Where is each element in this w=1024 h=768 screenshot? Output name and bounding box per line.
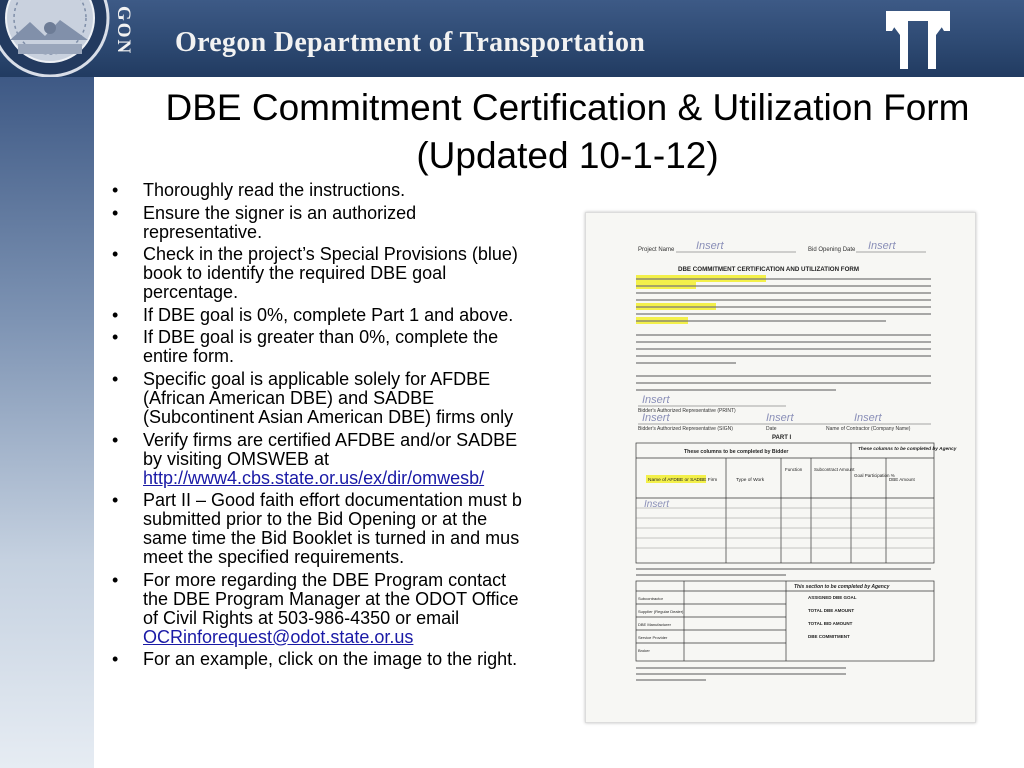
bullet-text-line: representative. [143,221,263,242]
bullet-text-line: book to identify the required DBE goal [143,263,447,284]
bullet-text-line: same time the Bid Booklet is turned in and mus [143,528,520,549]
bullet-item [104,306,588,325]
form-row-subcontractor: Subcontractor [638,596,663,601]
email-link[interactable]: OCRinforequest@odot.state.or.us [143,626,414,647]
bullet-text-line: meet the specified requirements. [143,547,405,568]
form-assigned-goal-label: ASSIGNED DBE GOAL [808,595,857,600]
bullet-item [104,650,588,669]
bullet-text-line: by visiting OMSWEB at [143,448,330,469]
form-col-name: Name of AFDBE or SADBE Firm [648,478,718,483]
slide-title-line2: (Updated 10-1-12) [416,135,719,176]
dbe-form-example-image[interactable] [585,212,976,723]
bullet-marker: • [112,490,119,511]
bullet-text-line: Thoroughly read the instructions. [143,181,406,200]
bullet-item [104,491,588,567]
bullet-text-line: percentage. [143,282,239,303]
oregon-state-seal-icon [0,0,165,77]
bullet-marker: • [112,202,119,223]
form-total-bid-label: TOTAL BID AMOUNT [808,621,853,626]
bullet-text-line: Part II – Good faith effort documentation must b [143,490,522,511]
bullet-text-line: Specific goal is applicable solely for AFDBE [143,368,491,389]
form-insert-date: Insert [868,240,896,252]
instructions-bullet-list [104,181,588,673]
form-insert-project: Insert [696,240,724,252]
form-dbe-commitment-label: DBE COMMITMENT [808,634,850,639]
bullet-item [104,245,588,302]
form-project-name-label: Project Name [638,247,675,253]
bullet-item [104,328,588,366]
agency-name: Oregon Department of Transportation [175,27,646,58]
bullet-marker: • [112,181,119,200]
form-row-supplier: Supplier (Regular Dealer) [638,609,684,614]
seal-text: GON [113,6,134,56]
bullet-item [104,181,588,200]
bullet-item [104,204,588,242]
odot-logo-icon [878,3,958,73]
bullet-text-line: entire form. [143,346,235,367]
bullet-item [104,571,588,647]
form-insert-rep: Insert [642,394,670,406]
form-col-type: Type of Work [736,478,765,483]
form-col-dbe: DBE Amount [889,477,915,482]
form-insert-sign: Insert [642,412,670,424]
form-insert-sign-date: Insert [766,412,794,424]
form-contractor-label: Name of Contractor (Company Name) [826,426,911,432]
bullet-marker: • [112,569,119,590]
form-total-amount-label: TOTAL DBE AMOUNT [808,608,855,613]
form-col-amount: Subcontract Amount [814,467,855,472]
bullet-text-line: For more regarding the DBE Program contact [143,569,507,590]
bullet-marker: • [112,304,119,325]
left-side-band [0,77,94,768]
form-agency-section-label: This section to be completed by Agency [794,584,890,590]
bullet-marker: • [112,368,119,389]
bullet-text-line: If DBE goal is 0%, complete Part 1 and above. [143,304,514,325]
form-insert-row: Insert [644,499,670,510]
slide-title [120,84,1015,180]
slide-title-line1: DBE Commitment Certification & Utilization Form [165,87,970,128]
form-col-goal: Goal Participation % [854,473,895,478]
form-date-label: Date [766,426,777,432]
bullet-text-line: Check in the project’s Special Provisions (blue) [143,244,518,265]
bullet-item [104,431,588,488]
form-col-function: Function [785,467,803,472]
form-bidder-sign-label: Bidder's Authorized Representative (SIGN) [638,426,733,432]
form-bid-opening-label: Bid Opening Date [808,247,856,253]
bullet-text-line: submitted prior to the Bid Opening or at the [143,509,488,530]
header-banner [0,0,1024,77]
form-row-broker: Broker [638,648,650,653]
bullet-text-line: If DBE goal is greater than 0%, complete the [143,327,499,348]
form-part-label: PART I [772,435,792,441]
bullet-text-line: For an example, click on the image to the right. [143,649,518,670]
bullet-text-line: (Subcontinent Asian American DBE) firms only [143,406,514,427]
form-row-manufacturer: DBE Manufacturer [638,622,671,627]
bullet-text-line: Verify firms are certified AFDBE and/or SADBE [143,429,518,450]
form-row-service-provider: Service Provider [638,635,668,640]
omsweb-link[interactable]: http://www4.cbs.state.or.us/ex/dir/omwesb/ [143,467,485,488]
bullet-item [104,370,588,427]
form-bidder-columns-label: These columns to be completed by Bidder [684,449,789,455]
form-bidder-rep-label: Bidder's Authorized Representative (PRINT) [638,408,736,414]
bullet-text-line: (African American DBE) and SADBE [143,387,435,408]
bullet-text-line: the DBE Program Manager at the ODOT Office [143,588,519,609]
bullet-marker: • [112,649,119,670]
bullet-marker: • [112,244,119,265]
bullet-text-line: of Civil Rights at 503-986-4350 or email [143,607,460,628]
form-heading: DBE COMMITMENT CERTIFICATION AND UTILIZATION FORM [678,266,860,273]
bullet-marker: • [112,327,119,348]
form-agency-columns-label: These columns to be completed by Agency [858,447,957,452]
form-insert-contractor: Insert [854,412,882,424]
bullet-text-line: Ensure the signer is an authorized [143,202,417,223]
bullet-marker: • [112,429,119,450]
